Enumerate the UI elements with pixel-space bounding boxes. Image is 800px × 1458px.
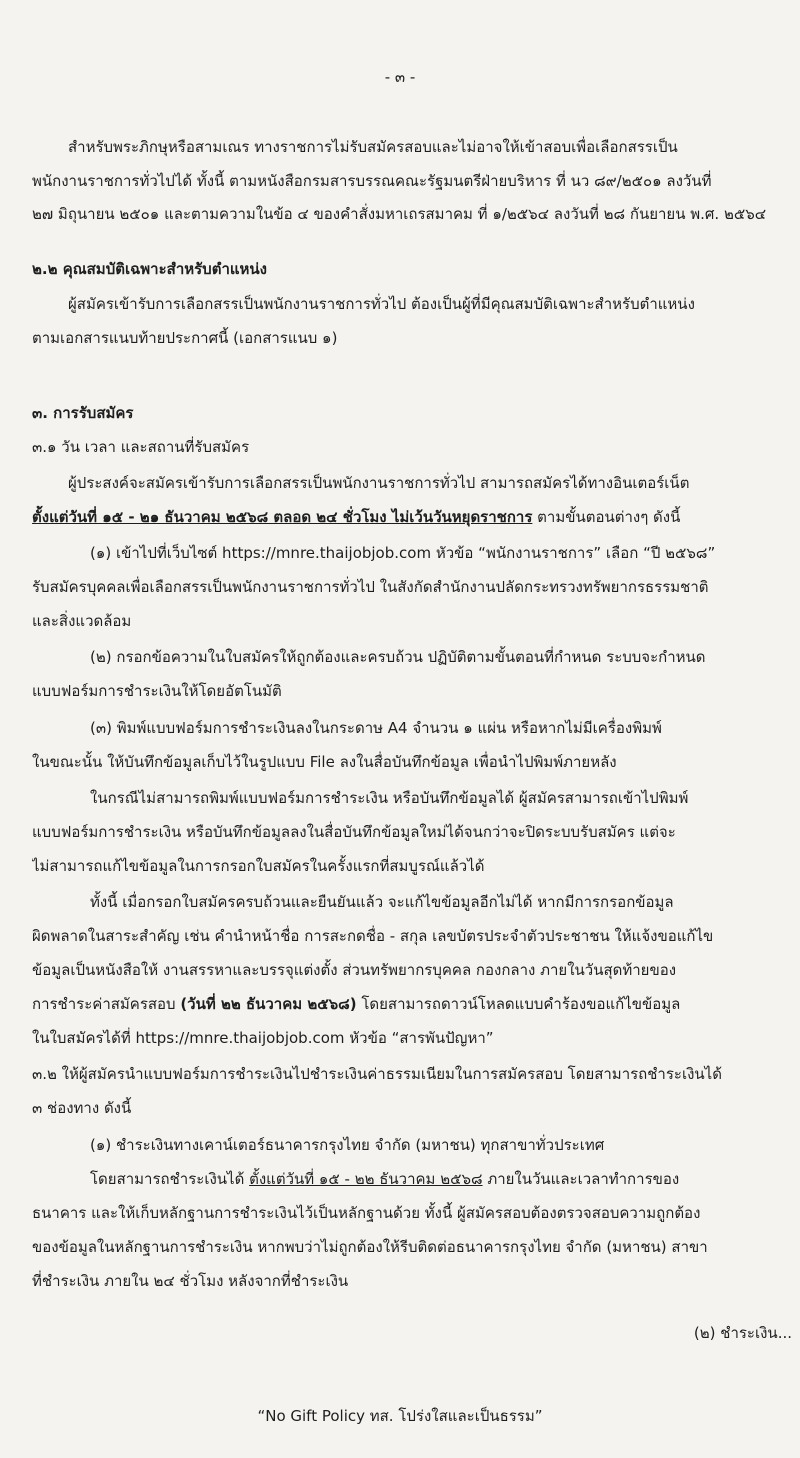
paragraph-line: การชำระค่าสมัครสอบ (วันที่ ๒๒ ธันวาคม ๒๕๖๘) โดยสามารถดาวน์โหลดแบบคำร้องขอแก้ไขข้อมูล — [32, 995, 681, 1013]
paragraph-line: (๑) ชำระเงินทางเคาน์เตอร์ธนาคารกรุงไทย จำกัด (มหาชน) ทุกสาขาทั่วประเทศ — [90, 1136, 605, 1154]
deadline-date: (วันที่ ๒๒ ธันวาคม ๒๕๖๘) — [180, 995, 357, 1013]
paragraph-line: ๓ ช่องทาง ดังนี้ — [32, 1099, 132, 1117]
subsection-heading: ๓.๑ วัน เวลา และสถานที่รับสมัคร — [32, 438, 250, 456]
section-heading: ๓. การรับสมัคร — [32, 404, 134, 422]
paragraph-line: ตามเอกสารแนบท้ายประกาศนี้ (เอกสารแนบ ๑) — [32, 329, 338, 347]
paragraph-line: (๒) กรอกข้อความในใบสมัครให้ถูกต้องและครบถ้วน ปฏิบัติตามขั้นตอนที่กำหนด ระบบจะกำหนด — [90, 648, 706, 666]
registration-period: ตั้งแต่วันที่ ๑๕ - ๒๑ ธันวาคม ๒๕๖๘ ตลอด ๒๔ ชั่วโมง ไม่เว้นวันหยุดราชการ — [32, 508, 533, 526]
paragraph-line: ในใบสมัครได้ที่ https://mnre.thaijobjob.com หัวข้อ “สารพันปัญหา” — [32, 1029, 494, 1047]
paragraph-line: ผู้สมัครเข้ารับการเลือกสรรเป็นพนักงานราชการทั่วไป ต้องเป็นผู้ที่มีคุณสมบัติเฉพาะสำหรับตำแหน่ง — [68, 295, 695, 313]
paragraph-line: ตั้งแต่วันที่ ๑๕ - ๒๑ ธันวาคม ๒๕๖๘ ตลอด ๒๔ ชั่วโมง ไม่เว้นวันหยุดราชการ ตามขั้นตอนต่างๆ ดังนี้ — [32, 508, 681, 526]
footer-slogan: “No Gift Policy ทส. โปร่งใสและเป็นธรรม” — [257, 1407, 543, 1425]
paragraph-line: ข้อมูลเป็นหนังสือให้ งานสรรหาและบรรจุแต่งตั้ง ส่วนทรัพยากรบุคคล กองกลาง ภายในวันสุดท้ายของ — [32, 961, 677, 979]
paragraph-line: โดยสามารถชำระเงินได้ ตั้งแต่วันที่ ๑๕ - ๒๒ ธันวาคม ๒๕๖๘ ภายในวันและเวลาทำการของ — [90, 1170, 680, 1188]
paragraph-line: (๑) เข้าไปที่เว็บไซต์ https://mnre.thaijobjob.com หัวข้อ “พนักงานราชการ” เลือก “ปี ๒๕๖๘” — [90, 544, 716, 562]
paragraph-line: รับสมัครบุคคลเพื่อเลือกสรรเป็นพนักงานราชการทั่วไป ในสังกัดสำนักงานปลัดกระทรวงทรัพยากรธรรมชาติ — [32, 578, 709, 596]
paragraph-line: พนักงานราชการทั่วไปได้ ทั้งนี้ ตามหนังสือกรมสารบรรณคณะรัฐมนตรีฝ่ายบริหาร ที่ นว ๘๙/๒๕๐๑ ลงวันที่ — [32, 172, 712, 190]
paragraph-line: ในขณะนั้น ให้บันทึกข้อมูลเก็บไว้ในรูปแบบ File ลงในสื่อบันทึกข้อมูล เพื่อนำไปพิมพ์ภายหลัง — [32, 753, 617, 771]
paragraph-line: ทั้งนี้ เมื่อกรอกใบสมัครครบถ้วนและยืนยันแล้ว จะแก้ไขข้อมูลอีกไม่ได้ หากมีการกรอกข้อมูล — [90, 893, 674, 911]
paragraph-line: ผู้ประสงค์จะสมัครเข้ารับการเลือกสรรเป็นพนักงานราชการทั่วไป สามารถสมัครได้ทางอินเตอร์เน็ต — [68, 474, 690, 492]
payment-period: ตั้งแต่วันที่ ๑๕ - ๒๒ ธันวาคม ๒๕๖๘ — [249, 1170, 483, 1188]
paragraph-line: ที่ชำระเงิน ภายใน ๒๔ ชั่วโมง หลังจากที่ชำระเงิน — [32, 1272, 349, 1290]
paragraph-line: ของข้อมูลในหลักฐานการชำระเงิน หากพบว่าไม่ถูกต้องให้รีบติดต่อธนาคารกรุงไทย จำกัด (มหาชน) สาขา — [32, 1238, 708, 1256]
paragraph-line: สำหรับพระภิกษุหรือสามเณร ทางราชการไม่รับสมัครสอบและไม่อาจให้เข้าสอบเพื่อเลือกสรรเป็น — [68, 138, 678, 156]
paragraph-line: ผิดพลาดในสาระสำคัญ เช่น คำนำหน้าชื่อ การสะกดชื่อ - สกุล เลขบัตรประจำตัวประชาชน ให้แจ้งขอแก้ไข — [32, 927, 714, 945]
paragraph-line: ในกรณีไม่สามารถพิมพ์แบบฟอร์มการชำระเงิน หรือบันทึกข้อมูลได้ ผู้สมัครสามารถเข้าไปพิมพ์ — [90, 789, 689, 807]
subsection-heading: ๓.๒ ให้ผู้สมัครนำแบบฟอร์มการชำระเงินไปชำระเงินค่าธรรมเนียมในการสมัครสอบ โดยสามารถชำระเงินได้ — [32, 1065, 722, 1083]
paragraph-line: ธนาคาร และให้เก็บหลักฐานการชำระเงินไว้เป็นหลักฐานด้วย ทั้งนี้ ผู้สมัครสอบต้องตรวจสอบความถูกต้อง — [32, 1204, 701, 1222]
paragraph-line: ไม่สามารถแก้ไขข้อมูลในการกรอกใบสมัครในครั้งแรกที่สมบูรณ์แล้วได้ — [32, 857, 485, 875]
section-heading: ๒.๒ คุณสมบัติเฉพาะสำหรับตำแหน่ง — [32, 260, 268, 278]
continuation-note: (๒) ชำระเงิน... — [693, 1324, 792, 1342]
paragraph-line: แบบฟอร์มการชำระเงิน หรือบันทึกข้อมูลลงในสื่อบันทึกข้อมูลใหม่ได้จนกว่าจะปิดระบบรับสมัคร แต่จะ — [32, 823, 676, 841]
paragraph-line: ๒๗ มิถุนายน ๒๕๐๑ และตามความในข้อ ๔ ของคำสั่งมหาเถรสมาคม ที่ ๑/๒๕๖๔ ลงวันที่ ๒๘ กันยายน พ.ศ. ๒๕๖๔ — [32, 205, 767, 223]
paragraph-line: แบบฟอร์มการชำระเงินให้โดยอัตโนมัติ — [32, 682, 282, 700]
paragraph-line: (๓) พิมพ์แบบฟอร์มการชำระเงินลงในกระดาษ A4 จำนวน ๑ แผ่น หรือหากไม่มีเครื่องพิมพ์ — [90, 719, 662, 737]
paragraph-line: และสิ่งแวดล้อม — [32, 612, 132, 630]
page-number: - ๓ - — [384, 68, 416, 86]
